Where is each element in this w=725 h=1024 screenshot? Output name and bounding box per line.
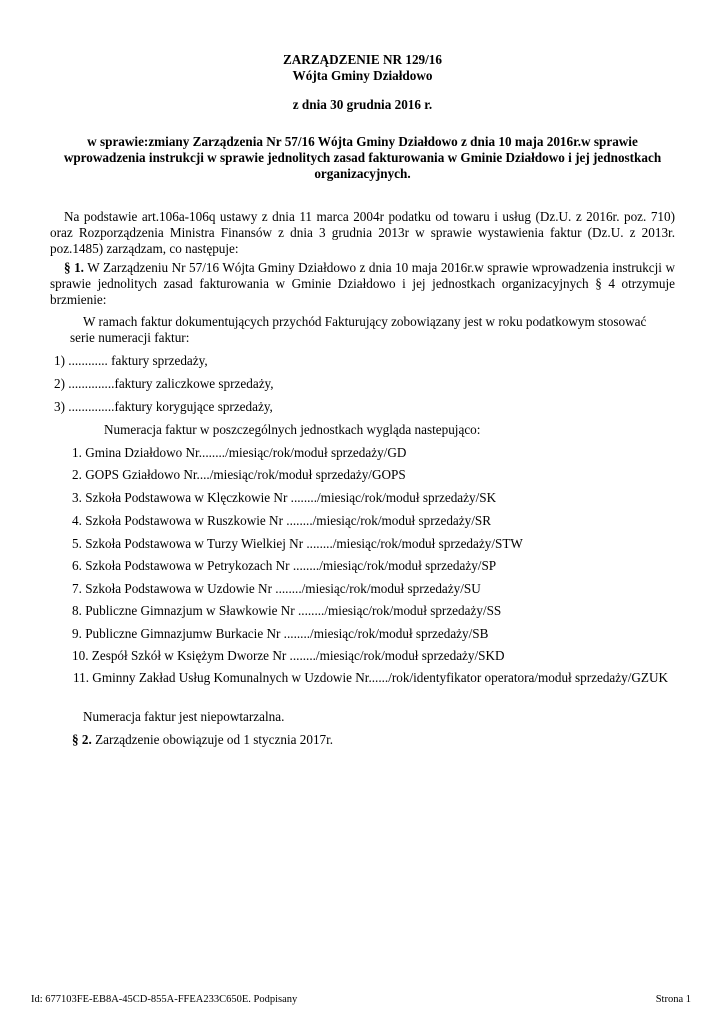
footer-page-number: Strona 1 — [655, 994, 691, 1005]
series-item: 1) ............ faktury sprzedaży, — [54, 353, 208, 368]
unit-item: 8. Publiczne Gimnazjum w Sławkowie Nr ......../miesiąc/rok/moduł sprzedaży/SS — [72, 603, 502, 618]
unit-item: 1. Gmina Działdowo Nr......../miesiąc/rok/moduł sprzedaży/GD — [72, 445, 407, 460]
unit-item: 7. Szkoła Podstawowa w Uzdowie Nr ......../miesiąc/rok/moduł sprzedaży/SU — [72, 581, 481, 596]
document-date: z dnia 30 grudnia 2016 r. — [292, 97, 433, 112]
numbering-intro: Numeracja faktur w poszczególnych jednostkach wygląda nastepująco: — [104, 422, 481, 437]
unit-item: 5. Szkoła Podstawowa w Turzy Wielkiej Nr ......../miesiąc/rok/moduł sprzedaży/STW — [72, 536, 523, 551]
document-subject: w sprawie:zmiany Zarządzenia Nr 57/16 Wójta Gminy Działdowo z dnia 10 maja 2016r.w sprawie wprowadzenia instrukcji w sprawie jednolitych zasad fakturowania w Gminie Działdowo i jej jednostkach organizacyjnych. — [63, 134, 662, 181]
series-item: 3) ..............faktury korygujące sprzedaży, — [54, 399, 273, 414]
series-item: 2) ..............faktury zaliczkowe sprzedaży, — [54, 376, 274, 391]
document-issuer: Wójta Gminy Działdowo — [292, 68, 433, 83]
unit-item: 6. Szkoła Podstawowa w Petrykozach Nr ......../miesiąc/rok/moduł sprzedaży/SP — [72, 558, 497, 573]
intro-line-2: serie numeracji faktur: — [70, 330, 190, 345]
section-1-paragraph — [50, 260, 675, 309]
section-1-text: W Zarządzeniu Nr 57/16 Wójta Gminy Działdowo z dnia 10 maja 2016r.w sprawie wprowadzenia instrukcji w sprawie jednolitych zasad fakturowania w Gminie Działdowo i jej jednostkach organizacyjnych § 4 otrzymuje brzmienie: — [50, 260, 675, 308]
unit-item: 9. Publiczne Gimnazjumw Burkacie Nr ......../miesiąc/rok/moduł sprzedaży/SB — [72, 626, 489, 641]
section-2-text: Zarządzenie obowiązuje od 1 stycznia 2017r. — [91, 732, 334, 747]
section-1-label: § 1. — [64, 260, 84, 275]
section-2-label: § 2. — [72, 732, 92, 747]
unit-item: 2. GOPS Gziałdowo Nr..../miesiąc/rok/moduł sprzedaży/GOPS — [72, 467, 406, 482]
unit-item: 3. Szkoła Podstawowa w Klęczkowie Nr ......../miesiąc/rok/moduł sprzedaży/SK — [72, 490, 497, 505]
document-title: ZARZĄDZENIE NR 129/16 — [282, 52, 442, 67]
intro-line-1: W ramach faktur dokumentujących przychód Fakturujący zobowiązany jest w roku podatkowym stosować — [83, 314, 647, 329]
unit-item-11: 11. Gminny Zakład Usług Komunalnych w Uzdowie Nr....../rok/identyfikator operatora/moduł sprzedaży/GZUK — [73, 670, 669, 685]
section-2-paragraph — [72, 732, 333, 748]
unit-item: 4. Szkoła Podstawowa w Ruszkowie Nr ......../miesiąc/rok/moduł sprzedaży/SR — [72, 513, 492, 528]
preamble-paragraph: Na podstawie art.106a-106q ustawy z dnia 11 marca 2004r podatku od towaru i usług (Dz.U. z 2016r. poz. 710) oraz Rozporządzenia Ministra Finansów z dnia 3 grudnia 2013r w sprawie wystawienia faktur (Dz.U. z 2013r. poz.1485) zarządzam, co następuje: — [50, 209, 675, 257]
unique-note: Numeracja faktur jest niepowtarzalna. — [83, 709, 285, 724]
footer-id: Id: 677103FE-EB8A-45CD-855A-FFEA233C650E. Podpisany — [31, 994, 298, 1005]
unit-item: 10. Zespół Szkół w Księżym Dworze Nr ......../miesiąc/rok/moduł sprzedaży/SKD — [72, 648, 505, 663]
